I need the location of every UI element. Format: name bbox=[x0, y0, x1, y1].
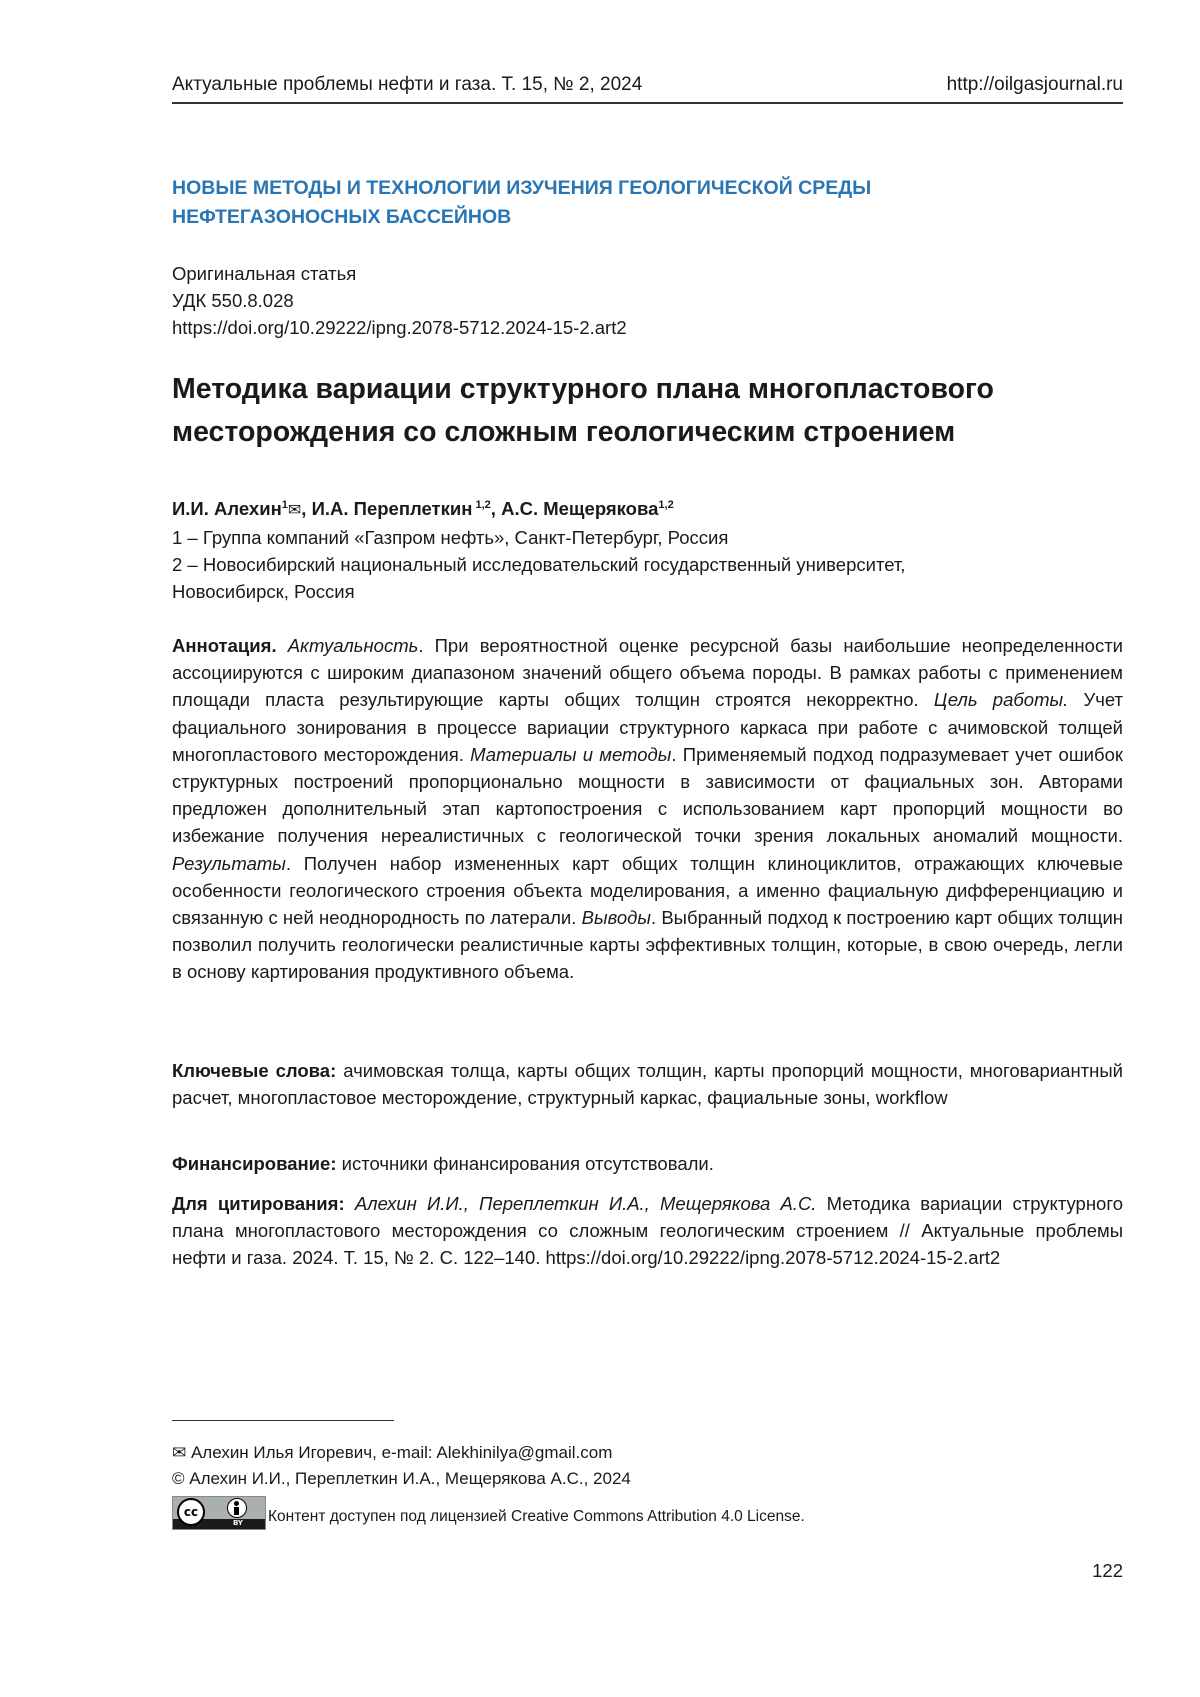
license-text: Контент доступен под лицензией Creative Commons Attribution 4.0 License. bbox=[268, 1508, 805, 1525]
section-heading-line-2: НЕФТЕГАЗОНОСНЫХ БАССЕЙНОВ bbox=[172, 206, 512, 228]
affiliation-2-line-2: Новосибирск, Россия bbox=[172, 581, 355, 602]
author-1-affiliation: 1 bbox=[281, 498, 288, 511]
citation-authors: Алехин И.И., Переплеткин И.А., Мещерякова А.С. bbox=[344, 1193, 817, 1214]
article-meta bbox=[172, 260, 627, 341]
goal-text: Учет фациального зонирования в процессе вариации структурного каркаса при работе с ачимовской толщей многопластового месторождения. bbox=[172, 689, 1123, 765]
conclusions-text: . Выбранный подход к построению карт общих толщин позволил получить геологически реалистичные карты эффективных толщин, которые, в свою очередь, легли в основу картирования продуктивного объема. bbox=[172, 907, 1123, 983]
udk-code: УДК 550.8.028 bbox=[172, 290, 294, 311]
cc-by-badge-icon[interactable] bbox=[172, 1496, 266, 1530]
funding bbox=[172, 1150, 1123, 1177]
by-label: BY bbox=[232, 1519, 244, 1527]
footnote-divider bbox=[172, 1420, 394, 1421]
journal-url[interactable]: http://oilgasjournal.ru bbox=[946, 74, 1123, 95]
author-3-affiliation: 1,2 bbox=[658, 498, 674, 511]
doi-link[interactable]: https://doi.org/10.29222/ipng.2078-5712.2024-15-2.art2 bbox=[172, 317, 627, 338]
results-label: Результаты bbox=[172, 852, 286, 874]
abstract bbox=[172, 632, 1123, 986]
results-text: . Получен набор измененных карт общих толщин клиноциклитов, отражающих ключевые особенности геологического строения объекта моделирования, а именно фациальную дифференциацию и связанную с ней неоднородность по латерали. bbox=[172, 852, 1123, 929]
keywords-label: Ключевые слова: bbox=[172, 1060, 337, 1081]
cc-logo-icon: cc bbox=[177, 1498, 205, 1526]
page-number: 122 bbox=[1092, 1560, 1123, 1581]
funding-text: источники финансирования отсутствовали. bbox=[336, 1153, 714, 1174]
contact-email[interactable]: Алехин Илья Игоревич, e-mail: Alekhinilya@gmail.com bbox=[186, 1443, 613, 1462]
authors-block bbox=[172, 495, 1123, 605]
contact-footnote bbox=[172, 1440, 631, 1466]
author-separator: , bbox=[490, 498, 502, 519]
author-3: А.С. Мещерякова bbox=[501, 498, 659, 519]
attribution-person-icon bbox=[227, 1498, 247, 1518]
relevance-label: Актуальность bbox=[287, 635, 419, 656]
citation bbox=[172, 1190, 1123, 1272]
section-heading-line-1: НОВЫЕ МЕТОДЫ И ТЕХНОЛОГИИ ИЗУЧЕНИЯ ГЕОЛОГИЧЕСКОЙ СРЕДЫ bbox=[172, 177, 872, 199]
author-1: И.И. Алехин bbox=[172, 498, 282, 519]
author-2-affiliation: 1,2 bbox=[472, 498, 491, 511]
author-list bbox=[172, 495, 1123, 524]
journal-name: Актуальные проблемы нефти и газа. Т. 15, № 2, 2024 bbox=[172, 74, 643, 95]
author-separator: , bbox=[301, 498, 312, 519]
article-title-line-1: Методика вариации структурного плана многопластового bbox=[172, 373, 994, 405]
keywords bbox=[172, 1057, 1123, 1111]
copyright-notice: © Алехин И.И., Переплеткин И.А., Мещерякова А.С., 2024 bbox=[172, 1469, 631, 1488]
methods-label: Материалы и методы bbox=[470, 743, 672, 765]
section-heading bbox=[172, 174, 1123, 232]
footnotes bbox=[172, 1440, 631, 1492]
affiliation-1: 1 – Группа компаний «Газпром нефть», Санкт-Петербург, Россия bbox=[172, 527, 729, 548]
mail-icon: ✉ bbox=[172, 1443, 187, 1462]
article-type: Оригинальная статья bbox=[172, 263, 357, 284]
conclusions-label: Выводы bbox=[581, 907, 651, 929]
author-2: И.А. Переплеткин bbox=[311, 498, 473, 519]
funding-label: Финансирование: bbox=[172, 1153, 337, 1174]
affiliation-2-line-1: 2 – Новосибирский национальный исследовательский государственный университет, bbox=[172, 554, 906, 575]
article-title-line-2: месторождения со сложным геологическим строением bbox=[172, 416, 956, 448]
citation-label: Для цитирования: bbox=[172, 1193, 345, 1214]
mail-icon: ✉ bbox=[287, 502, 302, 519]
relevance-text: . При вероятностной оценке ресурсной базы наибольшие неопределенности ассоциируются с широким диапазоном значений общего объема породы. В рамках работы с применением площади пласта результирующие карты общих толщин строятся некорректно. bbox=[172, 635, 1123, 711]
running-header bbox=[172, 74, 1123, 104]
citation-text: Методика вариации структурного плана многопластового месторождения со сложным геологическим строением // Актуальные проблемы нефти и газа. 2024. Т. 15, № 2. С. 122–140. https://doi.org/10.29222/ipng.2078-5712.2024-15-2.art2 bbox=[172, 1193, 1123, 1269]
methods-text: . Применяемый подход подразумевает учет ошибок структурных построений пропорционально мощности в зависимости от фациальных зон. Авторами предложен дополнительный этап картопостроения с использованием карт пропорций мощности во избежание получения нереалистичных с геологической точки зрения локальных аномалий мощности. bbox=[172, 743, 1123, 847]
keywords-text: ачимовская толща, карты общих толщин, карты пропорций мощности, многовариантный расчет, многопластовое месторождение, структурный каркас, фациальные зоны, workflow bbox=[172, 1060, 1123, 1109]
abstract-label: Аннотация. bbox=[172, 635, 277, 656]
goal-label: Цель работы. bbox=[933, 689, 1069, 711]
article-title bbox=[172, 368, 1123, 454]
